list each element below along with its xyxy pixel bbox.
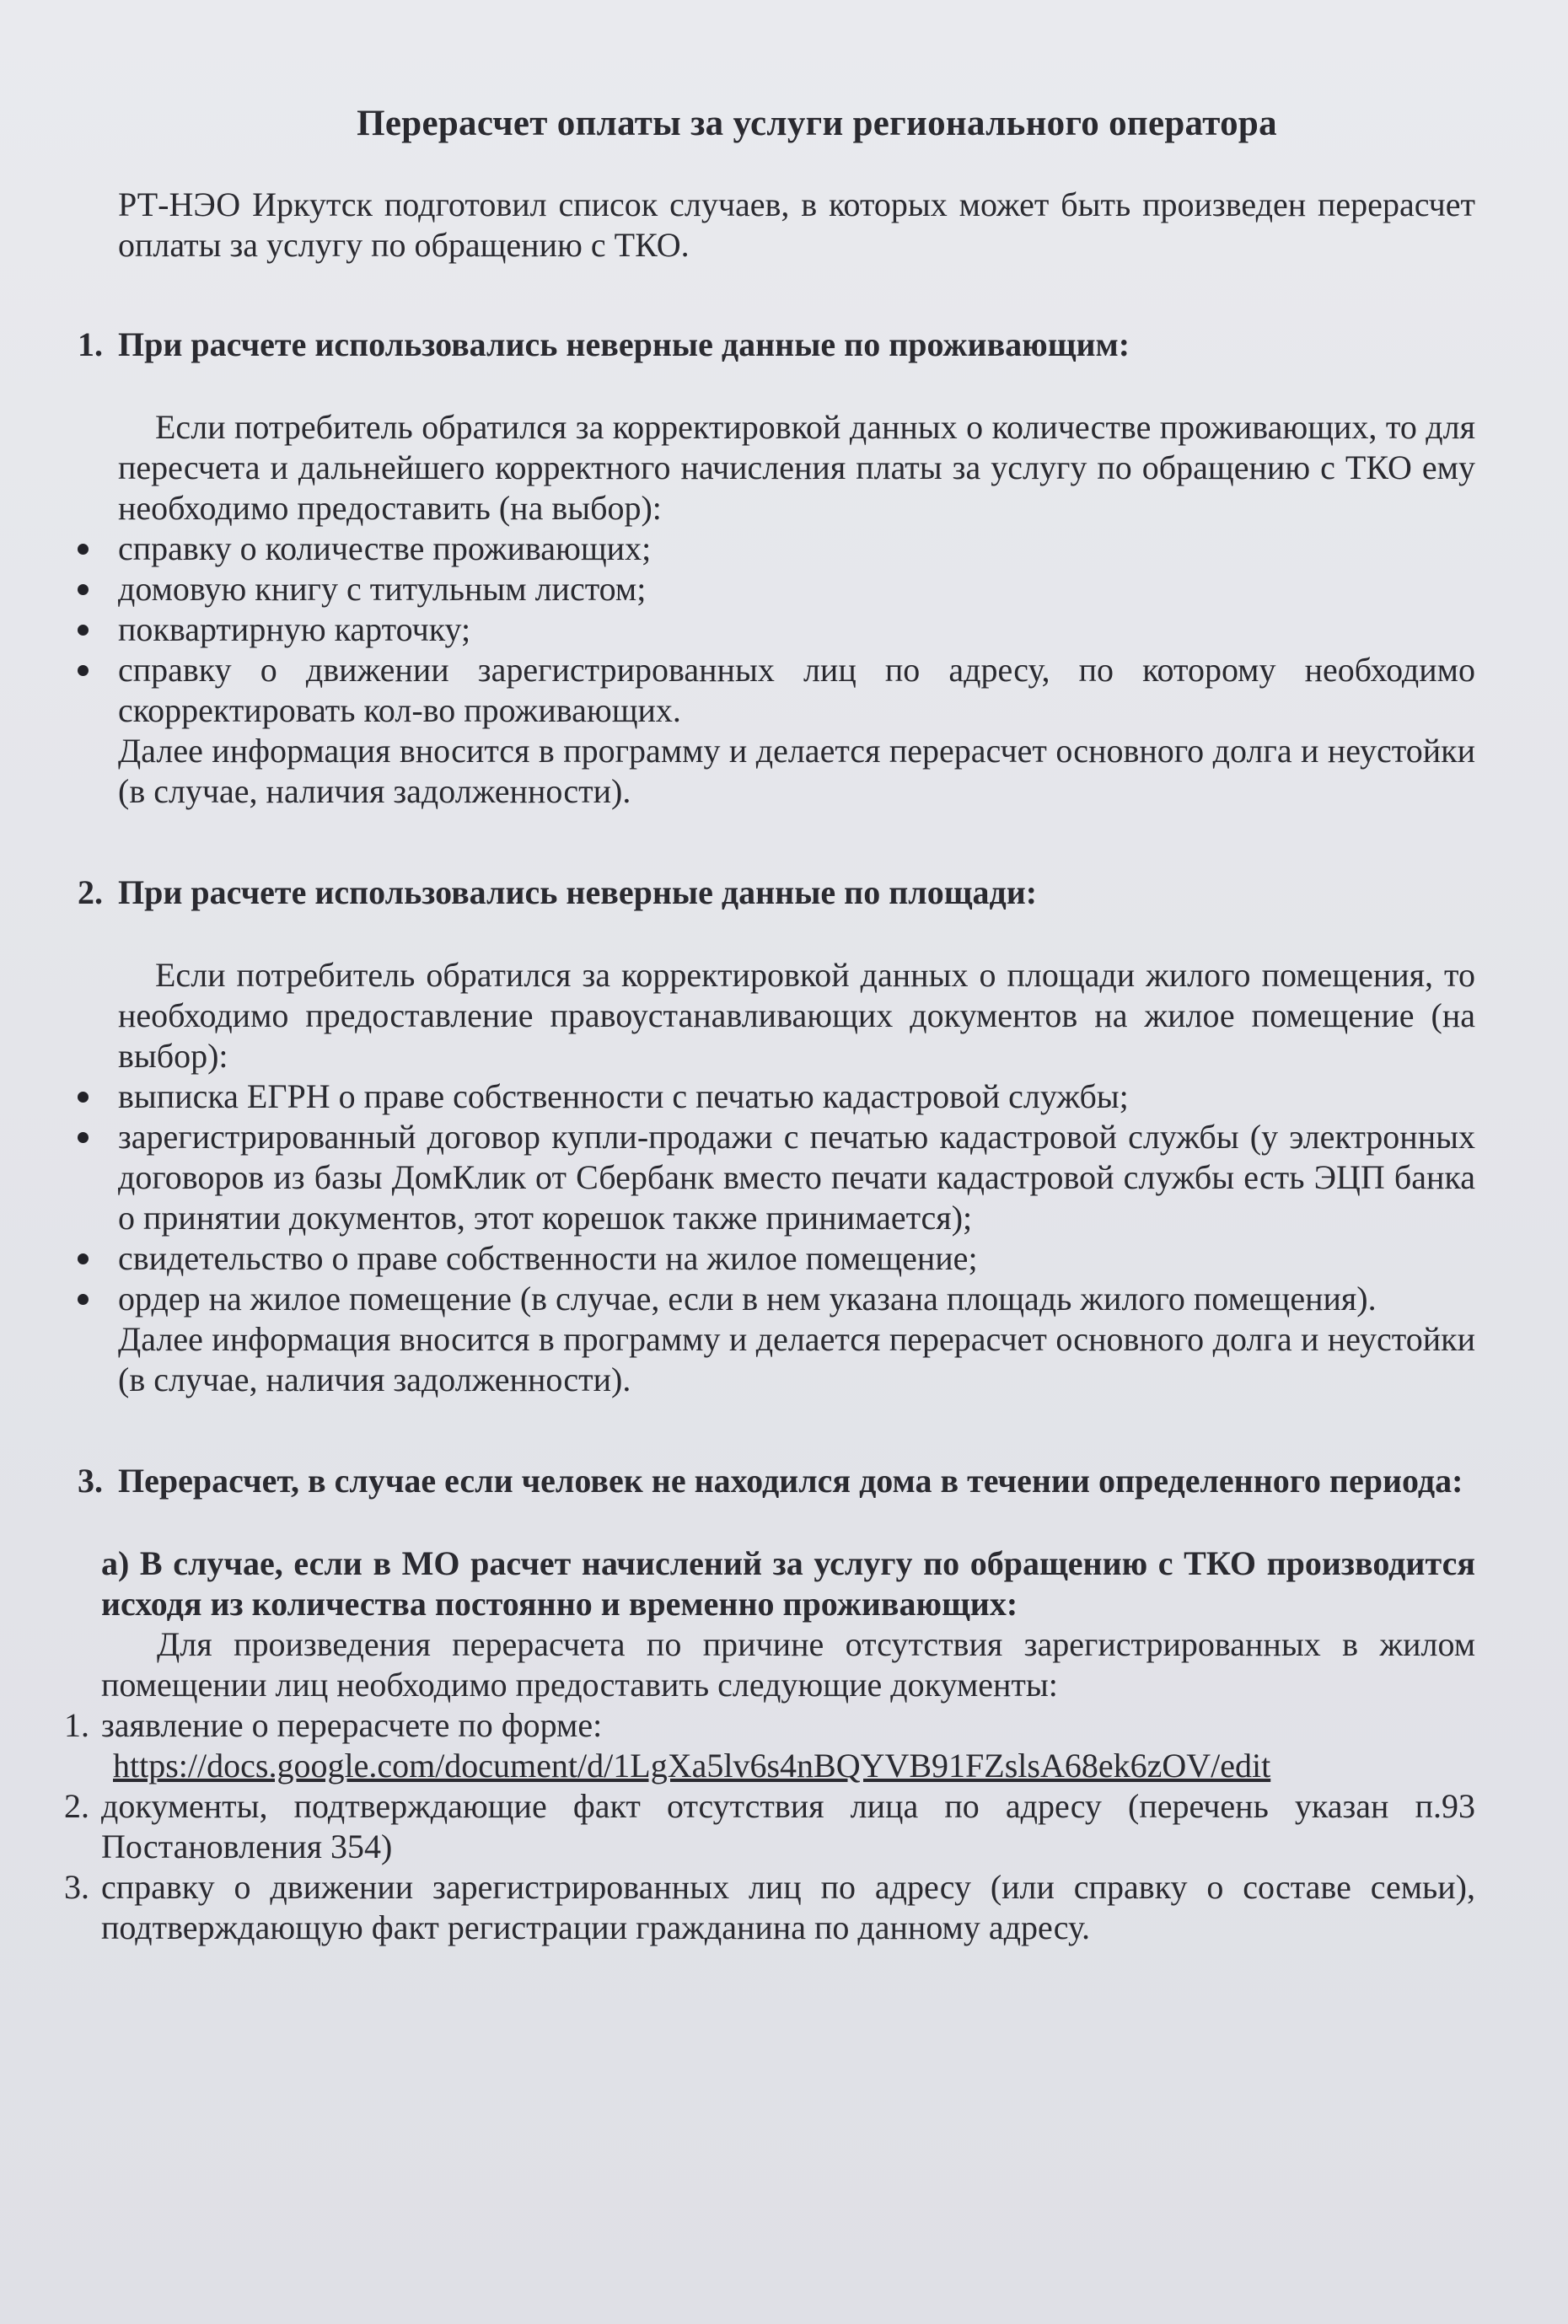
list-item: справку о количестве проживающих; [59,529,1475,569]
document-title: Перерасчет оплаты за услуги регионального оператора [357,104,1277,143]
intro-paragraph: РТ-НЭО Иркутск подготовил список случаев, в которых может быть произведен перерасчет оплаты за услугу по обращению с ТКО. [118,185,1475,264]
list-item [59,1786,1475,1867]
section-3-subheading: а) В случае, если в МО расчет начислений за услугу по обращению с ТКО производится исходя из количества постоянно и временно проживающих: [101,1544,1475,1623]
section-number: 3. [78,1462,103,1500]
section-1-paragraph: Если потребитель обратился за корректировкой данных о количестве проживающих, то для пересчета и дальнейшего корректного начисления платы за услугу по обращению с ТКО ему необходимо предоставить (на выбор): [118,408,1475,527]
section-number: 1. [78,325,103,363]
section-heading-text: Перерасчет, в случае если человек не находился дома в течении определенного периода: [118,1462,1463,1500]
section-heading-text: При расчете использовались неверные данные по площади: [118,873,1038,911]
bullet-icon [78,544,89,555]
bullet-icon [78,1092,89,1103]
bullet-icon [78,1253,89,1264]
bullet-icon [78,584,89,595]
section-2 [59,872,1475,1400]
item-number: 2. [64,1787,89,1825]
item-text: справку о движении зарегистрированных лиц по адресу (или справку о составе семьи), подтверждающую факт регистрации гражданина по данному адресу. [101,1868,1475,1946]
section-heading-text: При расчете использовались неверные данные по проживающим: [118,325,1130,363]
list-item [59,1867,1475,1948]
bullet-icon [78,1294,89,1305]
section-1-heading [59,325,1475,365]
bullet-icon [78,1132,89,1143]
list-item: домовую книгу с титульным листом; [59,569,1475,609]
section-2-list [59,1076,1475,1319]
list-item: свидетельство о праве собственности на жилое помещение; [59,1238,1475,1279]
section-2-after: Далее информация вносится в программу и делается перерасчет основного долга и неустойки (в случае, наличия задолженности). [118,1320,1475,1398]
section-3 [59,1461,1475,1948]
section-1 [59,325,1475,812]
section-3-docs-list [59,1705,1475,1948]
section-2-heading [59,872,1475,913]
form-link[interactable]: https://docs.google.com/document/d/1LgXa5lv6s4nBQYVB91FZslsA68ek6zOV/edit [113,1747,1271,1785]
list-item: поквартирную карточку; [59,609,1475,650]
section-number: 2. [78,873,103,911]
section-1-list [59,529,1475,731]
section-3-heading [59,1461,1475,1501]
list-item: выписка ЕГРН о праве собственности с печатью кадастровой службы; [59,1076,1475,1117]
section-2-paragraph: Если потребитель обратился за корректировкой данных о площади жилого помещения, то необходимо предоставление правоустанавливающих документов на жилое помещение (на выбор): [118,956,1475,1075]
section-1-after: Далее информация вносится в программу и делается перерасчет основного долга и неустойки (в случае, наличия задолженности). [118,732,1475,810]
section-3-paragraph: Для произведения перерасчета по причине отсутствия зарегистрированных в жилом помещении лиц необходимо предоставить следующие документы: [101,1625,1475,1704]
list-item: зарегистрированный договор купли-продажи с печатью кадастровой службы (у электронных договоров из базы ДомКлик от Сбербанк вместо печати кадастровой службы есть ЭЦП банка о принятии документов, этот корешок также принимается); [59,1117,1475,1238]
item-number: 1. [64,1706,89,1744]
bullet-icon [78,665,89,676]
list-item: справку о движении зарегистрированных лиц по адресу, по которому необходимо скорректировать кол-во проживающих. [59,650,1475,731]
item-number: 3. [64,1868,89,1906]
list-item: ордер на жилое помещение (в случае, если в нем указана площадь жилого помещения). [59,1279,1475,1319]
item-text: заявление о перерасчете по форме: [101,1706,603,1744]
list-item [59,1705,1475,1786]
item-text: документы, подтверждающие факт отсутствия лица по адресу (перечень указан п.93 Постановления 354) [101,1787,1475,1865]
bullet-icon [78,625,89,636]
